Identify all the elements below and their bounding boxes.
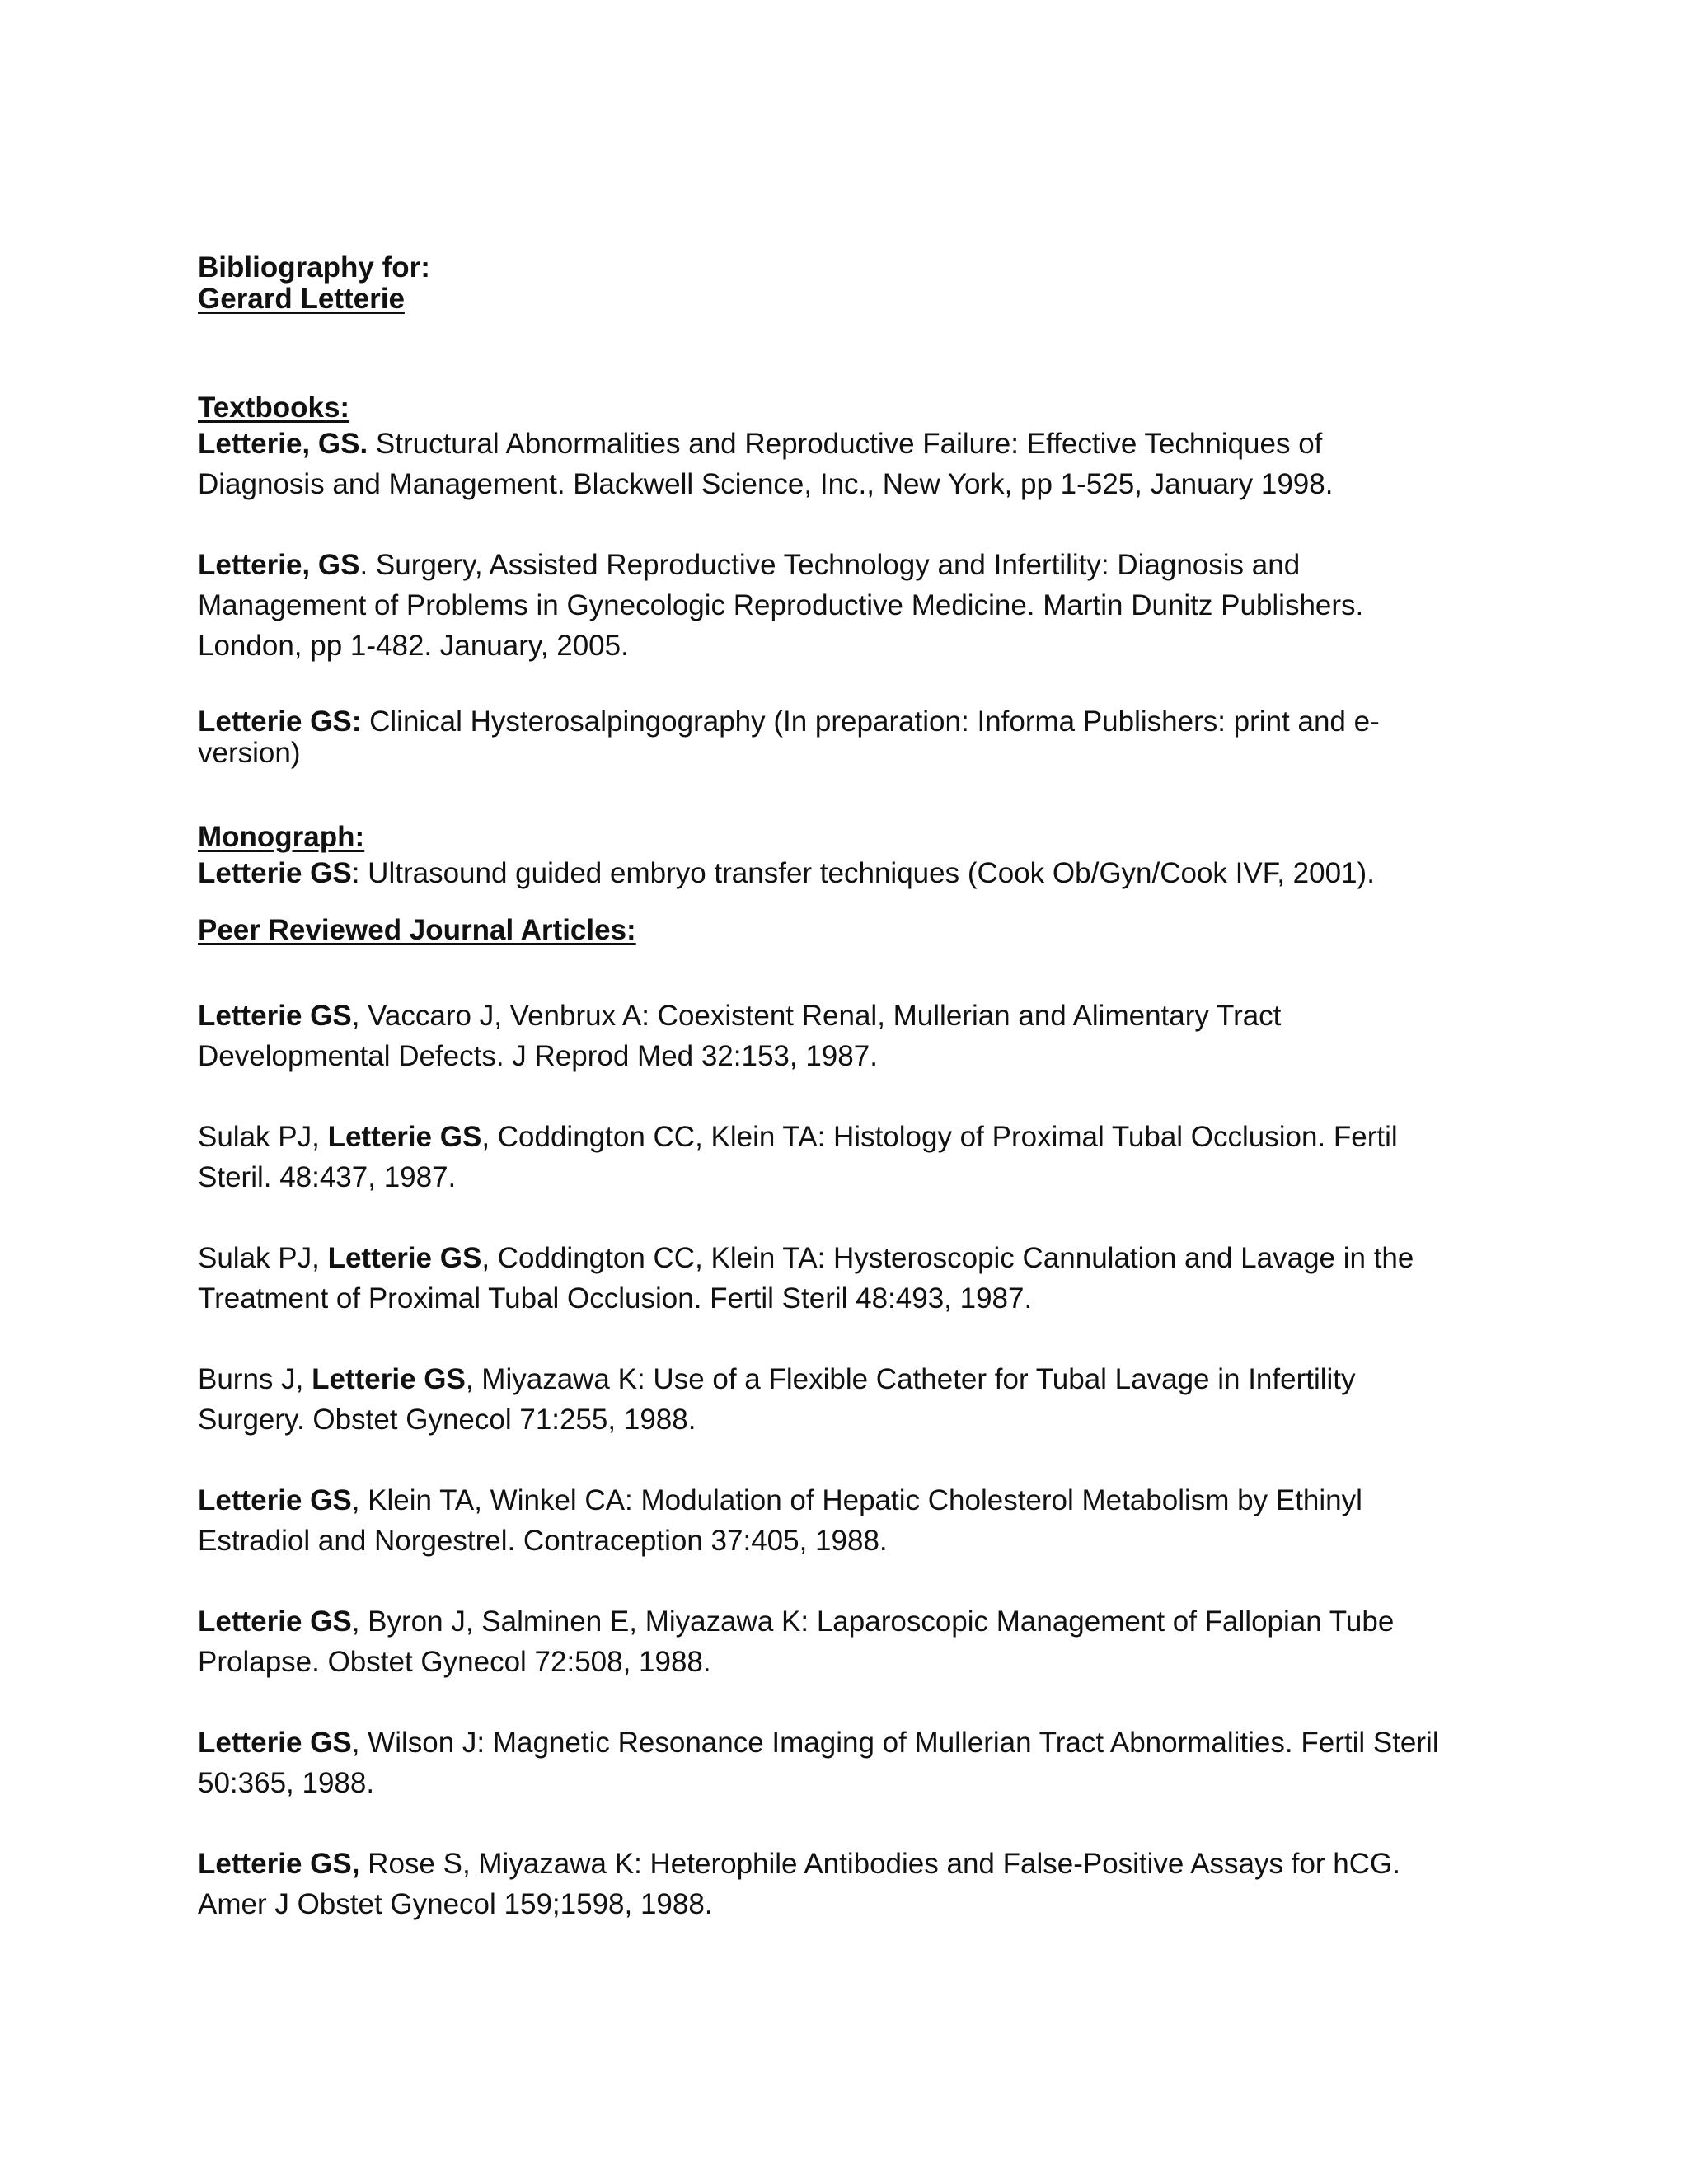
entry-coauthors: Burns J, (198, 1363, 312, 1395)
entry-coauthors: Sulak PJ, (198, 1242, 328, 1274)
entry-text: , Byron J, Salminen E, Miyazawa K: Laparoscopic Management of Fallopian Tube Prolapse. Obstet Gynecol 72:508, 1988. (198, 1605, 1395, 1678)
entry-author: Letterie GS (198, 1605, 352, 1638)
section-heading-articles: Peer Reviewed Journal Articles: (198, 914, 636, 946)
bibliography-entry (198, 1722, 1451, 1803)
entry-text: Clinical Hysterosalpingography (In preparation: Informa Publishers: print and e-version) (198, 705, 1380, 769)
entry-text: , Wilson J: Magnetic Resonance Imaging of Mullerian Tract Abnormalities. Fertil Steril 50:365, 1988. (198, 1727, 1439, 1799)
author-name: Gerard Letterie (198, 283, 405, 315)
bibliography-entry (198, 424, 1451, 504)
section-journal-articles (198, 915, 1451, 1924)
bibliography-entry (198, 545, 1451, 666)
bibliography-entry (198, 1480, 1451, 1561)
entry-coauthors: Sulak PJ, (198, 1121, 328, 1153)
entry-author: Letterie GS, (198, 1848, 360, 1880)
bibliography-entry (198, 996, 1451, 1076)
section-monograph (198, 822, 1451, 893)
entry-author: Letterie GS (312, 1363, 466, 1395)
entry-text: : Ultrasound guided embryo transfer techniques (Cook Ob/Gyn/Cook IVF, 2001). (351, 857, 1375, 889)
entry-text: , Miyazawa K: Use of a Flexible Catheter for Tubal Lavage in Infertility Surgery. Obstet Gynecol 71:255, 1988. (198, 1363, 1356, 1436)
entry-author: Letterie GS (198, 1484, 352, 1516)
bibliography-entry (198, 1601, 1451, 1682)
entry-author: Letterie GS (198, 1000, 352, 1032)
entry-author: Letterie, GS. (198, 428, 368, 460)
entry-author: Letterie GS (327, 1121, 482, 1153)
entry-text: . Surgery, Assisted Reproductive Technology and Infertility: Diagnosis and Management of Problems in Gynecologic Reproductive Medicine. Martin Dunitz Publishers. London, pp 1-482. January, 2005. (198, 549, 1364, 662)
bibliography-entry (198, 1238, 1451, 1319)
entry-text: Structural Abnormalities and Reproductive Failure: Effective Techniques of Diagnosis and Management. Blackwell Science, Inc., New York, pp 1-525, January 1998. (198, 428, 1334, 500)
bibliography-entry (198, 1844, 1451, 1924)
entry-text: Rose S, Miyazawa K: Heterophile Antibodies and False-Positive Assays for hCG. Amer J Obstet Gynecol 159;1598, 1988. (198, 1848, 1400, 1920)
entry-text: , Klein TA, Winkel CA: Modulation of Hepatic Cholesterol Metabolism by Ethinyl Estradiol and Norgestrel. Contraception 37:405, 1988. (198, 1484, 1362, 1557)
entry-author: Letterie, GS (198, 549, 360, 581)
document-page (198, 252, 1451, 1924)
entry-text: , Coddington CC, Klein TA: Histology of Proximal Tubal Occlusion. Fertil Steril. 48:437, 1987. (198, 1121, 1398, 1193)
title-label: Bibliography for: (198, 251, 430, 284)
section-textbooks (198, 392, 1451, 769)
entry-author: Letterie GS (327, 1242, 482, 1274)
entry-text: , Vaccaro J, Venbrux A: Coexistent Renal, Mullerian and Alimentary Tract Developmental Defects. J Reprod Med 32:153, 1987. (198, 1000, 1282, 1072)
entry-author: Letterie GS (198, 1727, 352, 1759)
bibliography-entry (198, 1359, 1451, 1440)
entry-author: Letterie GS: (198, 705, 362, 738)
entry-text: , Coddington CC, Klein TA: Hysteroscopic Cannulation and Lavage in the Treatment of Proximal Tubal Occlusion. Fertil Steril 48:493, 1987. (198, 1242, 1414, 1315)
section-heading-textbooks: Textbooks: (198, 391, 350, 424)
document-title (198, 252, 1451, 315)
section-heading-monograph: Monograph: (198, 821, 365, 853)
bibliography-entry (198, 706, 1451, 769)
bibliography-entry (198, 853, 1451, 893)
bibliography-entry (198, 1117, 1451, 1197)
entry-author: Letterie GS (198, 857, 352, 889)
